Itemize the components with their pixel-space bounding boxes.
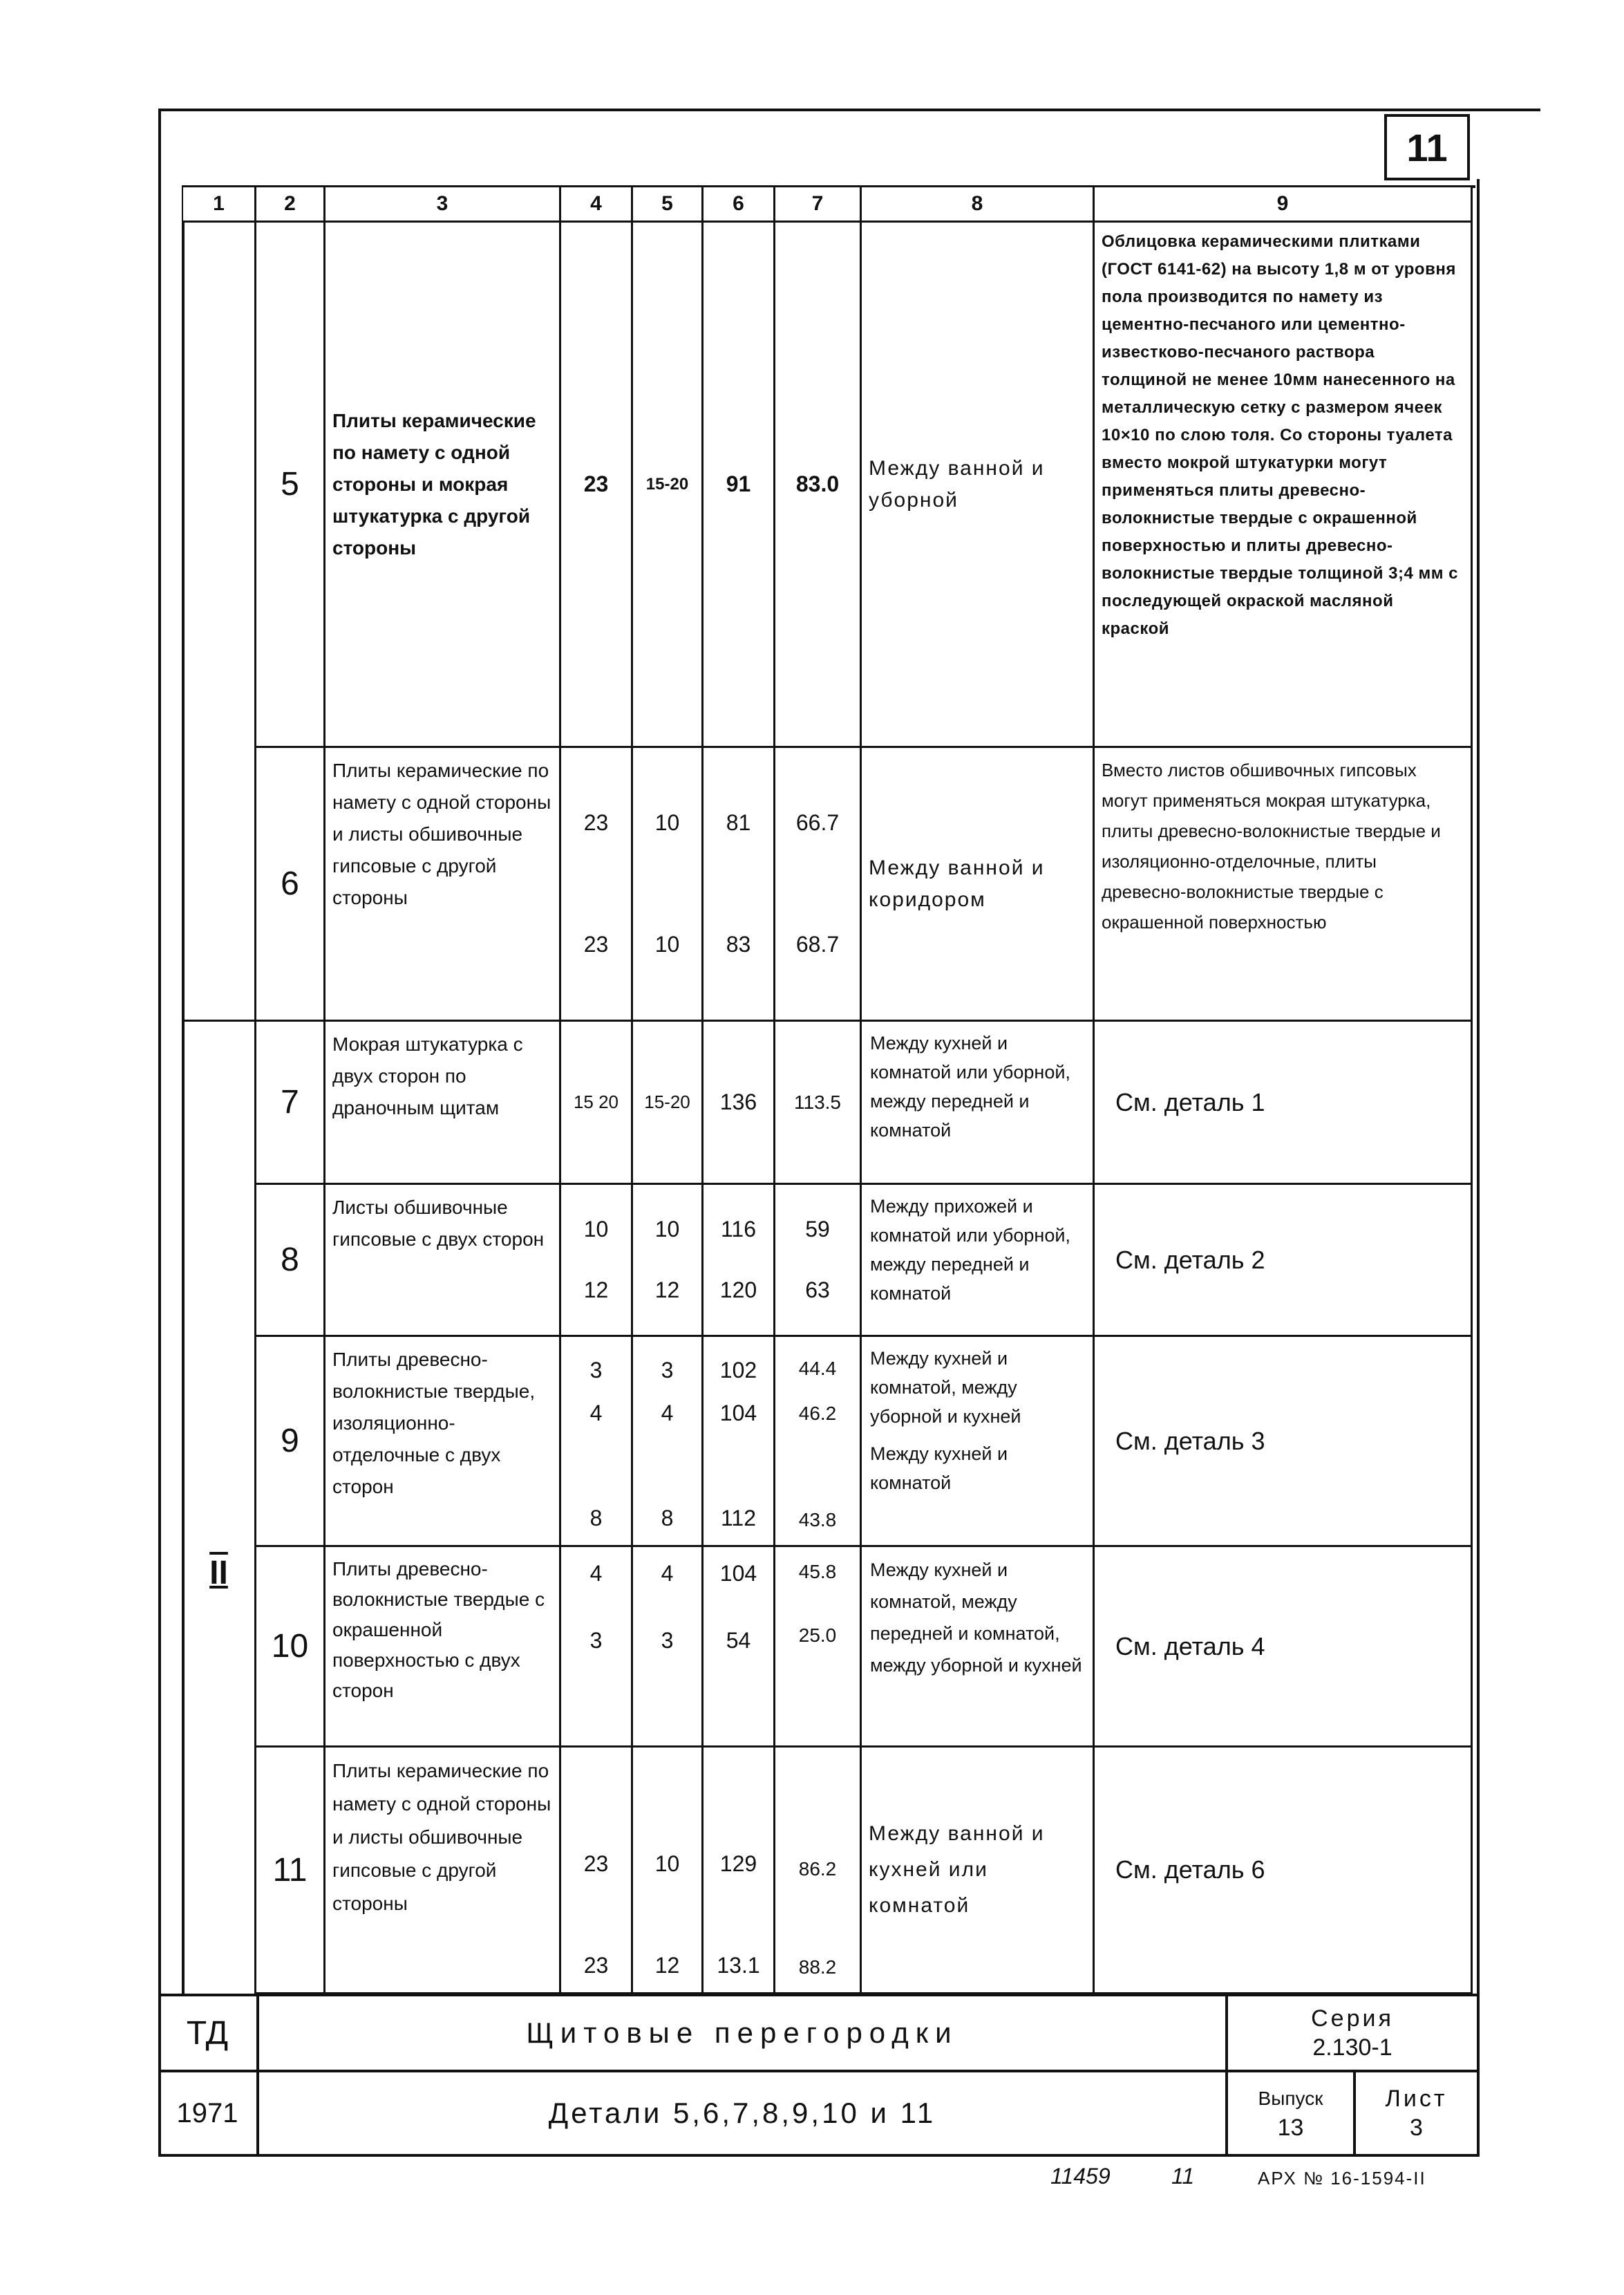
value: 3 [589, 1358, 603, 1383]
table-row-6-col6 [704, 748, 775, 1022]
page-number: 11 [1406, 125, 1448, 169]
value: 104 [719, 1561, 757, 1586]
table-row-7-col5: 15-20 [633, 1022, 704, 1185]
value: 102 [719, 1358, 757, 1383]
table-row-10-col7 [775, 1547, 862, 1748]
header-col-2: 2 [256, 187, 325, 223]
value: 68.7 [795, 932, 840, 957]
table-row-10-col4 [561, 1547, 633, 1748]
value: 86.2 [798, 1858, 837, 1880]
location-text: Между ванной и уборной [869, 456, 1045, 512]
title-block-code: ТД [158, 1996, 259, 2072]
table-row-5-col7: 83.0 [775, 223, 862, 748]
table-row-11-number: 11 [256, 1748, 325, 1994]
table-row-5-note: Облицовка керамическими плитками (ГОСТ 6141-62) на высоту 1,8 м от уровня пола производится по намету из цементно-песчаного или цементно-известково-песчаного раствора толщиной не менее 10мм нанесенного на металлическую сетку с размером ячеек 10×10 по слою толя. Со стороны туалета вместо мокрой штукатурки могут применяться плиты древесно-волокнистые твердые с окрашенной поверхностью и плиты древесно-волокнистые твердые толщиной 3;4 мм с последующей окраской масляной краской [1095, 223, 1473, 748]
table-row-7-col7: 113.5 [775, 1022, 862, 1185]
title-block-year: 1971 [158, 2072, 259, 2157]
location-text: Между ванной и коридором [869, 856, 1045, 911]
value: 23 [583, 1851, 609, 1876]
table-row-7-col6: 136 [704, 1022, 775, 1185]
value: 63 [805, 1277, 830, 1303]
value: 4 [589, 1401, 603, 1425]
value: 43.8 [798, 1509, 837, 1530]
value: 3 [589, 1628, 603, 1653]
table-row-9-col5 [633, 1337, 704, 1547]
table-row-9-number: 9 [256, 1337, 325, 1547]
value: 3 [661, 1628, 674, 1653]
sheet-label: Лист [1385, 2086, 1448, 2112]
frame-top-line [158, 109, 1540, 111]
title-block-subtitle: Детали 5,6,7,8,9,10 и 11 [259, 2072, 1228, 2157]
table-row-9-note: См. деталь 3 [1095, 1337, 1473, 1547]
table-row-11-col6 [704, 1748, 775, 1994]
table-row-8-col7 [775, 1185, 862, 1337]
value: 45.8 [798, 1561, 837, 1582]
table-row-11-material: Плиты керамические по намету с одной стороны и листы обшивочные гипсовые с другой стороны [325, 1748, 561, 1994]
footer-inventory: 11459 [1050, 2164, 1111, 2189]
header-col-4: 4 [561, 187, 633, 223]
footer-archive: АРХ № 16-1594-II [1258, 2168, 1426, 2189]
value: 10 [654, 809, 680, 835]
table-row-10-col6 [704, 1547, 775, 1748]
table-row-9-col6 [704, 1337, 775, 1547]
location-text: Между кухней и комнатой [870, 1443, 1008, 1493]
table-row-6-col5 [633, 748, 704, 1022]
value: 59 [805, 1216, 830, 1242]
table-row-9-col4 [561, 1337, 633, 1547]
issue-label: Выпуск [1258, 2088, 1323, 2109]
header-col-7: 7 [775, 187, 862, 223]
value: 83 [726, 932, 751, 957]
header-col-5: 5 [633, 187, 704, 223]
value: 120 [719, 1277, 757, 1303]
table-row-6-note: Вместо листов обшивочных гипсовых могут применяться мокрая штукатурка, плиты древесно-волокнистые твердые и изоляционно-отделочные, плиты древесно-волокнистые твердые с окрашенной поверхностью [1095, 748, 1473, 1022]
table-row-5-number: 5 [256, 223, 325, 748]
value: 4 [589, 1561, 603, 1586]
value: 44.4 [798, 1358, 837, 1379]
table-row-5-material [325, 223, 561, 748]
value: 104 [719, 1401, 757, 1425]
series-value: 2.130-1 [1312, 2034, 1392, 2061]
table-row-6-number: 6 [256, 748, 325, 1022]
value: 25.0 [798, 1624, 837, 1646]
value: 4 [661, 1561, 674, 1586]
value: 10 [654, 1851, 680, 1876]
value: 12 [583, 1277, 609, 1303]
location-text: Между ванной и кухней или комнатой [869, 1822, 1045, 1917]
value: 46.2 [798, 1402, 837, 1424]
footer [1050, 2164, 1479, 2198]
value: 10 [654, 932, 680, 957]
table-row-10-col5 [633, 1547, 704, 1748]
table-row-11-note: См. деталь 6 [1095, 1748, 1473, 1994]
table-row-11-location [862, 1748, 1095, 1994]
table-row-8-col4 [561, 1185, 633, 1337]
material-text: Плиты керамические по намету с одной стороны и мокрая штукатурка с другой стороны [332, 409, 536, 559]
footer-page: 11 [1171, 2164, 1195, 2189]
value: 88.2 [798, 1956, 837, 1978]
value: 112 [720, 1506, 756, 1530]
value: 12 [654, 1953, 680, 1978]
frame-right-line [1477, 179, 1480, 2157]
table-row-8-material: Листы обшивочные гипсовые с двух сторон [325, 1185, 561, 1337]
table-row-10-material: Плиты древесно-волокнистые твердые с окрашенной поверхностью с двух сторон [325, 1547, 561, 1748]
table-row-5-col5: 15-20 [633, 223, 704, 748]
header-col-6: 6 [704, 187, 775, 223]
table-row-7-material: Мокрая штукатурка с двух сторон по драночным щитам [325, 1022, 561, 1185]
table-row-9-col7 [775, 1337, 862, 1547]
value: 66.7 [795, 809, 840, 835]
value: 12 [654, 1277, 680, 1303]
table-row-11-col7 [775, 1748, 862, 1994]
location-text: Между кухней и комнатой, между уборной и кухней [870, 1348, 1021, 1427]
title-block-series [1228, 1996, 1480, 2072]
table-row-8-number: 8 [256, 1185, 325, 1337]
table-row-6-location [862, 748, 1095, 1022]
title-block-title: Щитовые перегородки [259, 1996, 1228, 2072]
value: 13.1 [717, 1953, 760, 1978]
table-row-8-col5 [633, 1185, 704, 1337]
value: 4 [661, 1401, 674, 1425]
table-row-6-material: Плиты керамические по намету с одной стороны и листы обшивочные гипсовые с другой стороны [325, 748, 561, 1022]
title-block-issue [1228, 2072, 1356, 2157]
table-row-9-location [862, 1337, 1095, 1547]
table-row-10-location: Между кухней и комнатой, между передней и комнатой, между уборной и кухней [862, 1547, 1095, 1748]
value: 23 [583, 1953, 609, 1978]
value: 129 [719, 1851, 757, 1876]
issue-value: 13 [1277, 2115, 1304, 2141]
table-row-11-col5 [633, 1748, 704, 1994]
sheet-value: 3 [1410, 2115, 1423, 2141]
series-label: Серия [1311, 2005, 1394, 2032]
header-col-3: 3 [325, 187, 561, 223]
group-cell-1 [183, 223, 256, 1022]
table-row-6-col7 [775, 748, 862, 1022]
title-block-sheet [1356, 2072, 1480, 2157]
table-row-11-col4 [561, 1748, 633, 1994]
value: 23 [583, 932, 609, 957]
group-label: II [209, 1555, 228, 1591]
value: 8 [589, 1506, 603, 1530]
table-row-6-col4 [561, 748, 633, 1022]
value: 10 [583, 1216, 609, 1242]
frame-left-line [158, 109, 161, 2157]
table-row-5-col4: 23 [561, 223, 633, 748]
table-row-8-col6 [704, 1185, 775, 1337]
table-row-5-col6: 91 [704, 223, 775, 748]
header-col-1: 1 [183, 187, 256, 223]
table-row-7-location: Между кухней и комнатой или уборной, между передней и комнатой [862, 1022, 1095, 1185]
value: 10 [654, 1216, 680, 1242]
table-row-5-location [862, 223, 1095, 748]
table-row-7-number: 7 [256, 1022, 325, 1185]
value: 8 [661, 1506, 674, 1530]
table-row-8-location: Между прихожей и комнатой или уборной, между передней и комнатой [862, 1185, 1095, 1337]
value: 3 [661, 1358, 674, 1383]
value: 54 [726, 1628, 751, 1653]
table-row-8-note: См. деталь 2 [1095, 1185, 1473, 1337]
header-col-9: 9 [1095, 187, 1473, 223]
table-row-10-note: См. деталь 4 [1095, 1547, 1473, 1748]
value: 23 [583, 809, 609, 835]
page-number-box [1384, 114, 1470, 180]
table-row-7-col4: 15 20 [561, 1022, 633, 1185]
table-row-9-material: Плиты древесно-волокнистые твердые, изоляционно-отделочные с двух сторон [325, 1337, 561, 1547]
group-cell-2 [183, 1022, 256, 1996]
value: 81 [726, 809, 751, 835]
value: 116 [720, 1216, 756, 1242]
table-row-10-number: 10 [256, 1547, 325, 1748]
table-row-7-note: См. деталь 1 [1095, 1022, 1473, 1185]
header-col-8: 8 [862, 187, 1095, 223]
